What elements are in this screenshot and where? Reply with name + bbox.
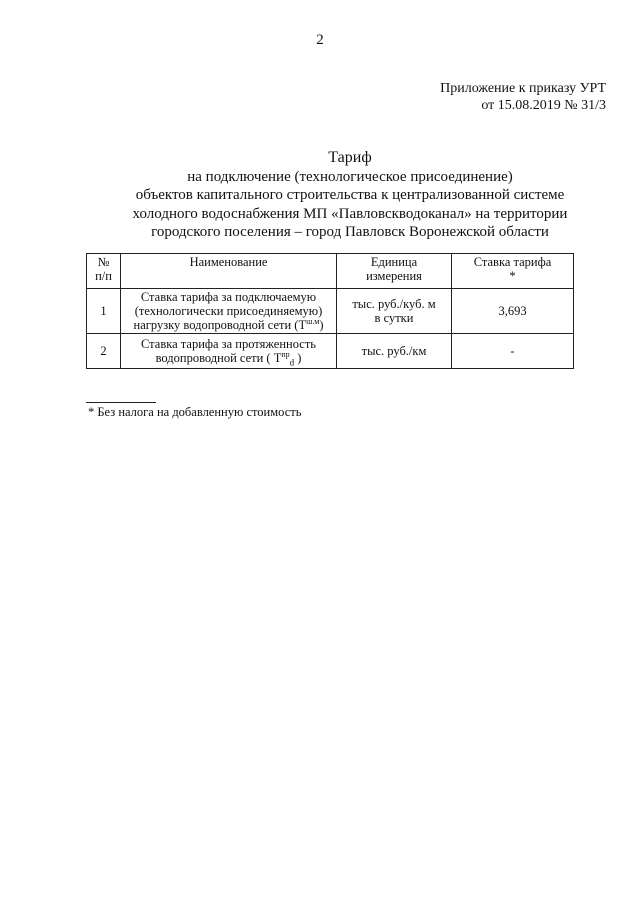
header-unit-line-1: Единица — [370, 255, 418, 269]
row-1-name — [121, 289, 337, 334]
page-number: 2 — [316, 32, 324, 48]
row-1-unit — [337, 289, 452, 334]
row-2-name — [121, 334, 337, 369]
row-1-unit-line-2: в сутки — [374, 311, 414, 325]
appendix-line-2: от 15.08.2019 № 31/3 — [481, 98, 606, 113]
table-header-row — [87, 254, 574, 289]
row-1-name-line-2: (технологически присоединяемую) — [134, 304, 323, 318]
row-2-rate: - — [452, 334, 574, 369]
appendix-reference — [440, 80, 606, 114]
row-2-name-subscript: d — [289, 357, 295, 368]
header-num-line-2: п/п — [95, 269, 112, 283]
appendix-line-1: Приложение к приказу УРТ — [440, 81, 606, 96]
row-2-name-close: ) — [294, 351, 302, 365]
document-title — [60, 149, 640, 242]
row-2-num: 2 — [87, 334, 121, 369]
header-name-label: Наименование — [189, 255, 268, 269]
footnote-divider — [86, 402, 156, 403]
header-name — [121, 254, 337, 289]
title-line-2: объектов капитального строительства к централизованной системе — [135, 187, 565, 203]
header-num — [87, 254, 121, 289]
header-rate-line-2: * — [509, 269, 516, 283]
header-unit — [337, 254, 452, 289]
title-word: Тариф — [328, 149, 372, 166]
header-rate — [452, 254, 574, 289]
header-rate-line-1: Ставка тарифа — [473, 255, 552, 269]
row-1-name-line-1: Ставка тарифа за подключаемую — [140, 290, 317, 304]
row-2-name-line-2 — [124, 349, 333, 368]
title-line-4: городского поселения – город Павловск Воронежской области — [151, 224, 549, 240]
row-2-name-line-1: Ставка тарифа за протяженность — [140, 337, 317, 351]
row-1-name-text: нагрузку водопроводной сети (T — [133, 318, 307, 332]
footnote: * Без налога на добавленную стоимость — [88, 405, 302, 419]
row-2-name-superscript: пр — [281, 349, 290, 359]
row-1-name-close: ) — [319, 318, 324, 332]
row-1-rate: 3,693 — [452, 289, 574, 334]
row-2-name-text: водопроводной сети ( T — [155, 351, 282, 365]
row-1-num: 1 — [87, 289, 121, 334]
row-1-name-superscript: ш.м — [306, 316, 320, 326]
header-num-line-1: № — [97, 255, 110, 269]
tariff-table — [86, 253, 574, 369]
row-1-unit-line-1: тыс. руб./куб. м — [352, 297, 436, 311]
title-line-3: холодного водоснабжения МП «Павловскводоканал» на территории — [132, 205, 568, 222]
row-2-unit: тыс. руб./км — [337, 334, 452, 369]
row-1-name-line-3 — [124, 318, 333, 332]
table-row — [87, 334, 574, 369]
header-unit-line-2: измерения — [366, 269, 422, 283]
table-row — [87, 289, 574, 334]
title-line-1: на подключение (технологическое присоединение) — [187, 168, 513, 185]
